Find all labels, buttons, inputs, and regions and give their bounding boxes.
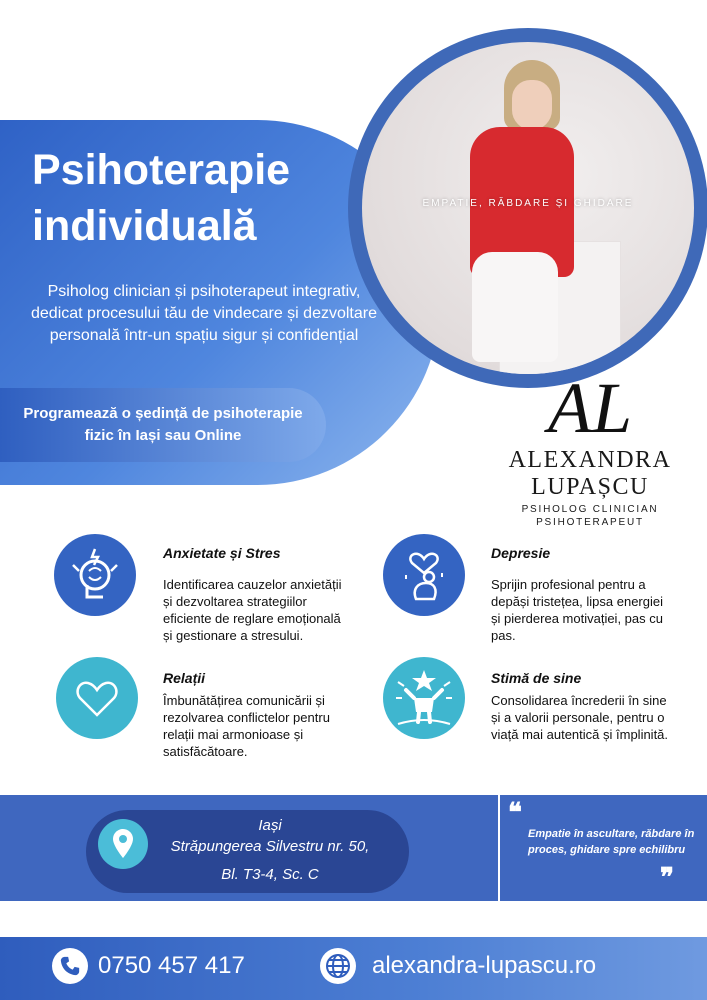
quote-divider — [498, 795, 500, 901]
photo-white-trousers — [472, 252, 558, 362]
title-line-1: Psihoterapie — [32, 146, 291, 194]
brand-name-line-1: ALEXANDRA — [508, 447, 672, 473]
service-text-relations: Îmbunătățirea comunicării și rezolvarea conflictelor pentru relații mai armonioase și satisfăcătoare. — [163, 693, 330, 759]
brand-role-line-2: PSIHOTERAPEUT — [536, 517, 644, 528]
phone-icon[interactable] — [52, 948, 88, 984]
location-pin-icon — [98, 819, 148, 869]
brain-stress-icon — [54, 534, 136, 616]
service-text-anxiety: Identificarea cauzelor anxietății și dezvoltarea strategiilor eficiente de reglare emoțională și gestionare a stresului. — [163, 577, 342, 643]
address-building: Bl. T3-4, Sc. C — [221, 866, 319, 883]
monogram-text: AL — [547, 370, 633, 442]
sad-person-icon — [383, 534, 465, 616]
page-title — [32, 142, 372, 254]
brand-name — [490, 447, 690, 501]
quote-text: Empatie în ascultare, răbdare în proces, ghidare spre echilibru — [528, 828, 695, 856]
service-text-self-esteem: Consolidarea încrederii în sine și a valorii personale, pentru o viață mai autentică și împlinită. — [491, 693, 669, 742]
brand-role-line-1: PSIHOLOG CLINICIAN — [521, 504, 659, 515]
quote-open-mark: ❝ — [508, 798, 522, 828]
service-text-depression: Sprijin profesional pentru a depăși tristețea, lipsa energiei și pierderea motivației, pas cu pas. — [491, 577, 663, 643]
booking-cta-button[interactable] — [0, 388, 326, 462]
photo-caption: EMPATIE, RĂBDARE ȘI GHIDARE — [422, 198, 634, 209]
title-line-2: individuală — [32, 202, 257, 250]
brand-name-line-2: LUPAȘCU — [531, 474, 649, 500]
address-city: Iași — [258, 817, 282, 834]
phone-number-link[interactable]: 0750 457 417 — [98, 952, 245, 979]
service-title-anxiety: Anxietate și Stres — [163, 545, 281, 561]
booking-cta-label: Programează o ședință de psihoterapie fizic în Iași sau Online — [23, 405, 303, 444]
hero-description: Psiholog clinician și psihoterapeut integrativ, dedicat procesului tău de vindecare și dezvoltare personală într-un spațiu sigur și confidențial — [31, 283, 377, 344]
globe-icon[interactable] — [320, 948, 356, 984]
photo-face — [512, 80, 552, 130]
service-title-relations: Relații — [163, 670, 206, 686]
website-link[interactable]: alexandra-lupascu.ro — [372, 952, 597, 979]
confident-person-icon — [383, 657, 465, 739]
service-title-depression: Depresie — [491, 545, 551, 561]
brand-monogram-logo — [540, 370, 640, 442]
brand-role — [490, 503, 690, 529]
quote-close-mark: ❞ — [660, 863, 674, 893]
service-title-self-esteem: Stimă de sine — [491, 670, 582, 686]
address-street: Străpungerea Silvestru nr. 50, — [170, 838, 370, 855]
heart-icon — [56, 657, 138, 739]
